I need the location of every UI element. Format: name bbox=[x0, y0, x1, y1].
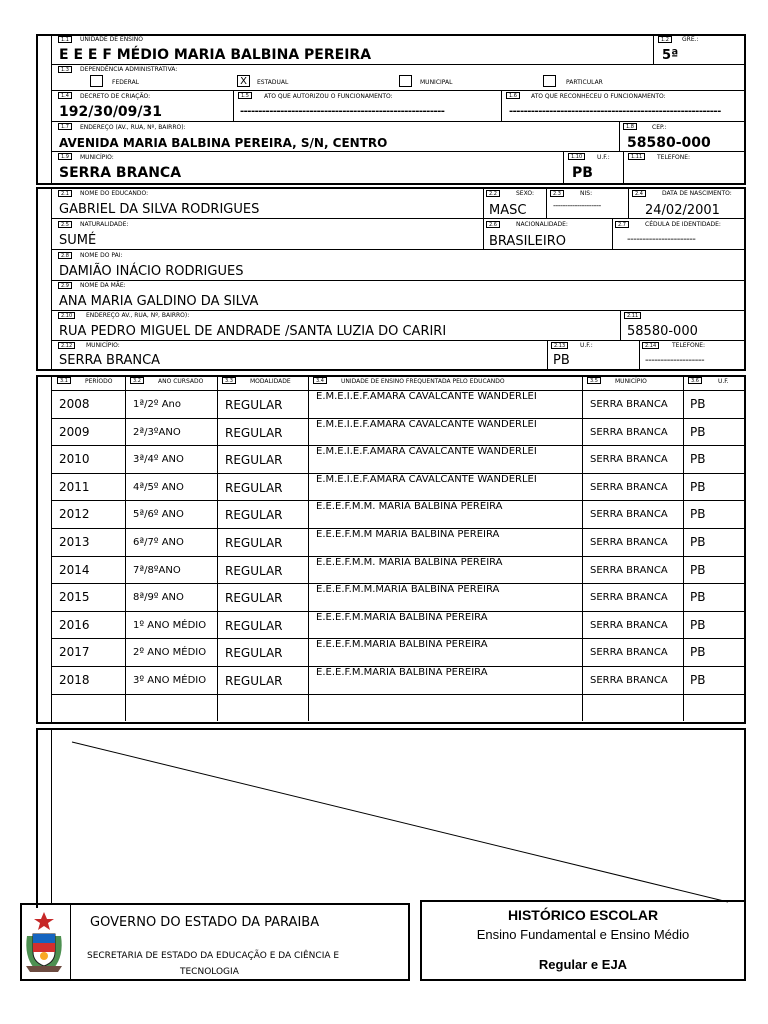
father-value: DAMIÃO INÁCIO RODRIGUES bbox=[59, 264, 244, 279]
estadual-label: ESTADUAL bbox=[257, 79, 289, 86]
column-header-label: ANO CURSADO bbox=[158, 378, 204, 385]
school-phone-field-number: 1.11 bbox=[628, 153, 645, 160]
modality-cell: REGULAR bbox=[225, 674, 283, 688]
sex-label: SEXO: bbox=[516, 190, 534, 197]
uf-cell: PB bbox=[690, 590, 706, 604]
mother-label: NOME DA MÃE: bbox=[80, 282, 126, 289]
document-subtitle: Ensino Fundamental e Ensino Médio bbox=[476, 927, 690, 942]
city-cell: SERRA BRANCA bbox=[590, 647, 668, 658]
nationality-label: NACIONALIDADE: bbox=[516, 221, 568, 228]
mother-field-number: 2.9 bbox=[58, 282, 72, 289]
city-cell: SERRA BRANCA bbox=[590, 620, 668, 631]
document-type: Regular e EJA bbox=[538, 957, 628, 972]
student-phone-label: TELEFONE: bbox=[672, 342, 706, 349]
school-cep-field-number: 1.8 bbox=[623, 123, 637, 130]
city-cell: SERRA BRANCA bbox=[590, 592, 668, 603]
school-uf-field-number: 1.10 bbox=[568, 153, 585, 160]
year-cell: 1º ANO MÉDIO bbox=[133, 620, 207, 631]
school-unit-cell: E.E.E.F.M.M. MARIA BALBINA PEREIRA bbox=[316, 557, 503, 568]
school-address-value: AVENIDA MARIA BALBINA PEREIRA, S/N, CENTRO bbox=[59, 136, 388, 150]
ato-auth-label: ATO QUE AUTORIZOU O FUNCIONAMENTO: bbox=[264, 93, 393, 100]
dependency-field-number: 1.3 bbox=[58, 66, 72, 73]
period-cell: 2017 bbox=[59, 645, 90, 659]
period-cell: 2008 bbox=[59, 397, 90, 411]
city-cell: SERRA BRANCA bbox=[590, 565, 668, 576]
decree-field-number: 1.4 bbox=[58, 92, 72, 99]
city-cell: SERRA BRANCA bbox=[590, 454, 668, 465]
government-title: GOVERNO DO ESTADO DA PARAIBA bbox=[90, 915, 320, 930]
gre-value: 5ª bbox=[662, 48, 679, 63]
unit-field-number: 1.1 bbox=[58, 36, 72, 43]
column-header-number: 3.3 bbox=[222, 377, 236, 384]
city-cell: SERRA BRANCA bbox=[590, 427, 668, 438]
school-unit-cell: E.E.E.F.M.MARIA BALBINA PEREIRA bbox=[316, 639, 488, 650]
school-unit-cell: E.E.E.F.M.MARIA BALBINA PEREIRA bbox=[316, 667, 488, 678]
particular-label: PARTICULAR bbox=[566, 79, 603, 86]
uf-cell: PB bbox=[690, 673, 706, 687]
year-cell: 2ª/3ºANO bbox=[133, 427, 181, 438]
year-cell: 6ª/7º ANO bbox=[133, 537, 184, 548]
column-header-label: MUNICÍPIO bbox=[615, 378, 647, 385]
student-name-field-number: 2.1 bbox=[58, 190, 72, 197]
city-cell: SERRA BRANCA bbox=[590, 482, 668, 493]
id-value: ---------------------- bbox=[627, 234, 696, 245]
school-unit-cell: E.E.E.F.M.M.MARIA BALBINA PEREIRA bbox=[316, 584, 500, 595]
modality-cell: REGULAR bbox=[225, 508, 283, 522]
column-header-number: 3.1 bbox=[57, 377, 71, 384]
federal-label: FEDERAL bbox=[112, 79, 140, 86]
secretariat-line-1: SECRETARIA DE ESTADO DA EDUCAÇÃO E DA CIÊNCIA E bbox=[87, 951, 340, 961]
school-phone-label: TELEFONE: bbox=[657, 154, 691, 161]
secretariat-line-2: TECNOLOGIA bbox=[180, 967, 239, 977]
student-city-field-number: 2.12 bbox=[58, 342, 75, 349]
school-unit-cell: E.M.E.I.E.F.AMARA CAVALCANTE WANDERLEI bbox=[316, 474, 537, 485]
school-unit-cell: E.E.E.F.M.M MARIA BALBINA PEREIRA bbox=[316, 529, 500, 540]
modality-cell: REGULAR bbox=[225, 564, 283, 578]
mother-value: ANA MARIA GALDINO DA SILVA bbox=[59, 294, 259, 309]
modality-cell: REGULAR bbox=[225, 481, 283, 495]
modality-cell: REGULAR bbox=[225, 398, 283, 412]
uf-cell: PB bbox=[690, 535, 706, 549]
student-city-label: MUNICÍPIO: bbox=[86, 342, 120, 349]
school-address-label: ENDEREÇO (AV., RUA, Nº, BAIRRO): bbox=[80, 124, 186, 131]
student-phone-field-number: 2.14 bbox=[642, 342, 659, 349]
modality-cell: REGULAR bbox=[225, 646, 283, 660]
student-cep-field-number: 2.11 bbox=[624, 312, 641, 319]
school-uf-value: PB bbox=[572, 165, 593, 181]
city-cell: SERRA BRANCA bbox=[590, 537, 668, 548]
naturality-label: NATURALIDADE: bbox=[80, 221, 129, 228]
column-header-number: 3.4 bbox=[313, 377, 327, 384]
column-header-number: 3.2 bbox=[130, 377, 144, 384]
student-uf-label: U.F.: bbox=[580, 342, 593, 349]
decree-label: DECRETO DE CRIAÇÃO: bbox=[80, 93, 151, 100]
school-cep-value: 58580-000 bbox=[627, 135, 711, 151]
nis-label: NIS: bbox=[580, 190, 593, 197]
ato-rec-value: ---------------------------------------------------------- bbox=[509, 106, 721, 117]
year-cell: 5ª/6º ANO bbox=[133, 509, 184, 520]
student-address-field-number: 2.10 bbox=[58, 312, 75, 319]
student-name-label: NOME DO EDUCANDO: bbox=[80, 190, 149, 197]
school-unit-value: E E E F MÉDIO MARIA BALBINA PEREIRA bbox=[59, 47, 372, 63]
school-city-field-number: 1.9 bbox=[58, 153, 72, 160]
column-header-number: 3.5 bbox=[587, 377, 601, 384]
nis-value: -------------------- bbox=[553, 201, 601, 210]
column-header-label: U.F. bbox=[718, 378, 729, 385]
student-phone-value: ------------------- bbox=[645, 355, 705, 366]
city-cell: SERRA BRANCA bbox=[590, 399, 668, 410]
student-address-label: ENDEREÇO AV., RUA, Nº, BAIRRO): bbox=[86, 312, 190, 319]
sex-value: MASC bbox=[489, 203, 527, 218]
naturality-value: SUMÉ bbox=[59, 233, 97, 248]
city-cell: SERRA BRANCA bbox=[590, 675, 668, 686]
uf-cell: PB bbox=[690, 645, 706, 659]
ato-auth-field-number: 1.5 bbox=[238, 92, 252, 99]
gre-label: GRE.: bbox=[682, 36, 699, 43]
school-unit-cell: E.M.E.I.E.F.AMARA CAVALCANTE WANDERLEI bbox=[316, 391, 537, 402]
id-field-number: 2.7 bbox=[615, 221, 629, 228]
school-uf-label: U.F.: bbox=[597, 154, 610, 161]
uf-cell: PB bbox=[690, 452, 706, 466]
father-label: NOME DO PAI: bbox=[80, 252, 123, 259]
student-uf-value: PB bbox=[553, 353, 570, 368]
school-address-field-number: 1.7 bbox=[58, 123, 72, 130]
dependency-label: DEPENDÊNCIA ADMINISTRATIVA: bbox=[80, 66, 178, 73]
year-cell: 3º ANO MÉDIO bbox=[133, 675, 207, 686]
ato-auth-value: -------------------------------------------------------- bbox=[240, 106, 445, 117]
school-city-value: SERRA BRANCA bbox=[59, 165, 182, 181]
birth-label: DATA DE NASCIMENTO: bbox=[662, 190, 732, 197]
uf-cell: PB bbox=[690, 397, 706, 411]
modality-cell: REGULAR bbox=[225, 426, 283, 440]
nationality-value: BRASILEIRO bbox=[489, 234, 566, 249]
year-cell: 3ª/4º ANO bbox=[133, 454, 184, 465]
student-uf-field-number: 2.13 bbox=[551, 342, 568, 349]
uf-cell: PB bbox=[690, 618, 706, 632]
period-cell: 2015 bbox=[59, 590, 90, 604]
id-label: CÉDULA DE IDENTIDADE: bbox=[645, 221, 721, 228]
column-header-number: 3.6 bbox=[688, 377, 702, 384]
school-unit-cell: E.E.E.F.M.MARIA BALBINA PEREIRA bbox=[316, 612, 488, 623]
father-field-number: 2.8 bbox=[58, 252, 72, 259]
municipal-label: MUNICIPAL bbox=[420, 79, 453, 86]
modality-cell: REGULAR bbox=[225, 453, 283, 467]
estadual-checkbox[interactable]: X bbox=[237, 75, 250, 87]
unit-label: UNIDADE DE ENSINO bbox=[80, 36, 143, 43]
school-city-label: MUNICÍPIO: bbox=[80, 154, 114, 161]
student-cep-value: 58580-000 bbox=[627, 324, 698, 339]
uf-cell: PB bbox=[690, 480, 706, 494]
nationality-field-number: 2.6 bbox=[486, 221, 500, 228]
uf-cell: PB bbox=[690, 507, 706, 521]
column-header-label: PERÍODO bbox=[85, 378, 113, 385]
period-cell: 2018 bbox=[59, 673, 90, 687]
coat-of-arms-icon bbox=[22, 908, 66, 976]
document-title: HISTÓRICO ESCOLAR bbox=[507, 907, 659, 923]
uf-cell: PB bbox=[690, 425, 706, 439]
gre-field-number: 1.2 bbox=[658, 36, 672, 43]
birth-value: 24/02/2001 bbox=[645, 203, 720, 218]
year-cell: 1ª/2º Ano bbox=[133, 399, 181, 410]
period-cell: 2013 bbox=[59, 535, 90, 549]
sex-field-number: 2.2 bbox=[486, 190, 500, 197]
naturality-field-number: 2.5 bbox=[58, 221, 72, 228]
student-name-value: GABRIEL DA SILVA RODRIGUES bbox=[59, 202, 260, 217]
period-cell: 2010 bbox=[59, 452, 90, 466]
period-cell: 2012 bbox=[59, 507, 90, 521]
column-header-label: UNIDADE DE ENSINO FREQUENTADA PELO EDUCANDO bbox=[341, 378, 505, 385]
period-cell: 2016 bbox=[59, 618, 90, 632]
year-cell: 2º ANO MÉDIO bbox=[133, 647, 207, 658]
column-header-label: MODALIDADE bbox=[250, 378, 291, 385]
modality-cell: REGULAR bbox=[225, 536, 283, 550]
year-cell: 7ª/8ºANO bbox=[133, 565, 181, 576]
uf-cell: PB bbox=[690, 563, 706, 577]
ato-rec-field-number: 1.6 bbox=[506, 92, 520, 99]
period-cell: 2011 bbox=[59, 480, 90, 494]
ato-rec-label: ATO QUE RECONHECEU O FUNCIONAMENTO: bbox=[531, 93, 666, 100]
decree-value: 192/30/09/31 bbox=[59, 104, 163, 120]
school-cep-label: CEP.: bbox=[652, 124, 667, 131]
modality-cell: REGULAR bbox=[225, 591, 283, 605]
student-address-value: RUA PEDRO MIGUEL DE ANDRADE /SANTA LUZIA DO CARIRI bbox=[59, 324, 447, 339]
city-cell: SERRA BRANCA bbox=[590, 509, 668, 520]
nis-field-number: 2.3 bbox=[550, 190, 564, 197]
school-unit-cell: E.M.E.I.E.F.AMARA CAVALCANTE WANDERLEI bbox=[316, 446, 537, 457]
period-cell: 2014 bbox=[59, 563, 90, 577]
student-city-value: SERRA BRANCA bbox=[59, 353, 161, 368]
year-cell: 4ª/5º ANO bbox=[133, 482, 184, 493]
school-unit-cell: E.M.E.I.E.F.AMARA CAVALCANTE WANDERLEI bbox=[316, 419, 537, 430]
birth-field-number: 2.4 bbox=[632, 190, 646, 197]
period-cell: 2009 bbox=[59, 425, 90, 439]
year-cell: 8ª/9º ANO bbox=[133, 592, 184, 603]
modality-cell: REGULAR bbox=[225, 619, 283, 633]
school-unit-cell: E.E.E.F.M.M. MARIA BALBINA PEREIRA bbox=[316, 501, 503, 512]
